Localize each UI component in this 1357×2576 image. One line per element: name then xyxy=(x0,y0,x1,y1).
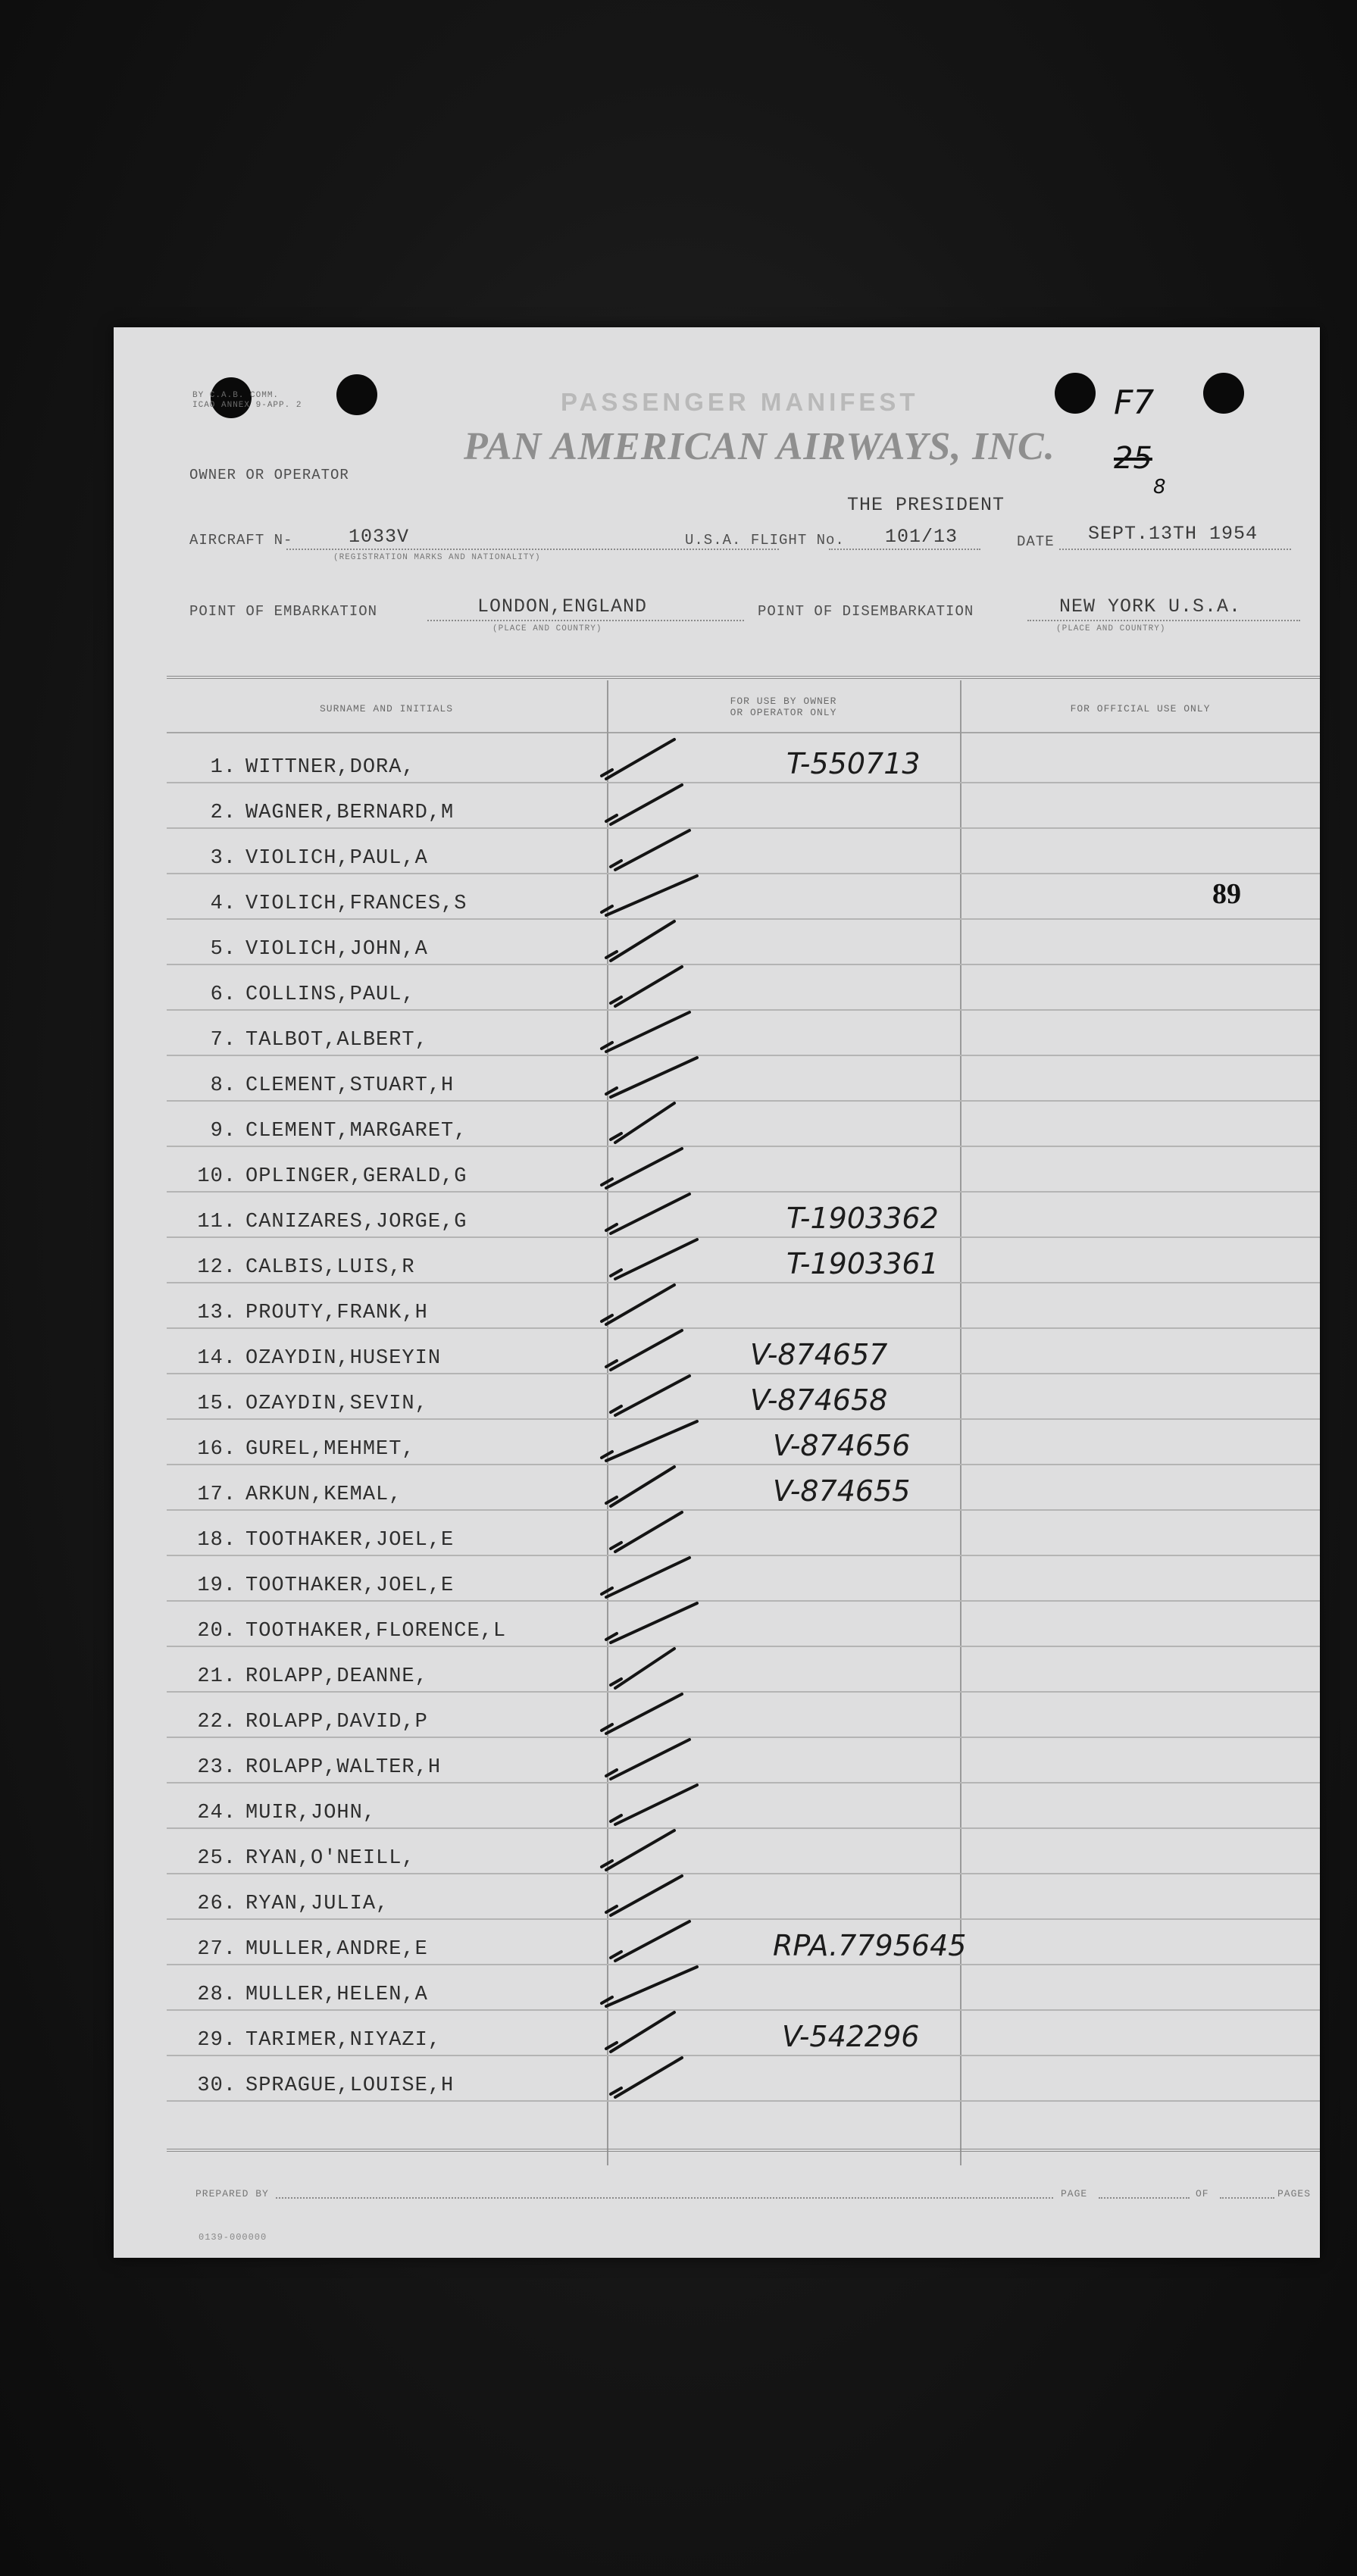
passenger-surname-initials: VIOLICH,PAUL,A xyxy=(245,847,428,870)
check-mark xyxy=(602,1694,682,1733)
passenger-surname-initials: ROLAPP,WALTER,H xyxy=(245,1756,442,1779)
passenger-number: 6. xyxy=(210,983,236,1006)
embark-sub: (PLACE AND COUNTRY) xyxy=(492,624,602,633)
passport-number: RPA.7795645 xyxy=(773,1929,967,1962)
passenger-number: 12. xyxy=(197,1256,236,1279)
check-mark xyxy=(611,1649,674,1688)
page-line xyxy=(1099,2197,1190,2199)
passenger-surname-initials: MULLER,HELEN,A xyxy=(245,1984,428,2006)
check-mark xyxy=(602,1558,689,1597)
manifest-sheet xyxy=(114,327,1320,2258)
check-mark xyxy=(602,1830,674,1870)
check-mark xyxy=(611,1921,689,1961)
passport-number: V-874655 xyxy=(773,1474,911,1508)
passport-number: V-542296 xyxy=(782,2020,920,2053)
passenger-surname-initials: CANIZARES,JORGE,G xyxy=(245,1211,467,1233)
check-mark xyxy=(611,1785,697,1824)
col-header-surname: SURNAME AND INITIALS xyxy=(319,703,454,714)
check-mark xyxy=(602,1149,682,1188)
regulation-line: ICAO ANNEX 9-APP. 2 xyxy=(192,401,302,410)
check-mark xyxy=(606,1740,689,1779)
prepared-by-label: PREPARED BY xyxy=(195,2188,269,2199)
of-label: OF xyxy=(1196,2188,1209,2199)
corner-note: F7 xyxy=(1114,383,1155,422)
check-mark xyxy=(611,2058,682,2097)
passenger-surname-initials: PROUTY,FRANK,H xyxy=(245,1302,428,1324)
col-header-line: OR OPERATOR ONLY xyxy=(730,707,837,718)
passenger-surname-initials: CALBIS,LUIS,R xyxy=(245,1256,415,1279)
passport-number: V-874656 xyxy=(773,1429,911,1462)
passenger-number: 9. xyxy=(210,1120,236,1143)
passenger-number: 19. xyxy=(197,1574,236,1597)
check-mark xyxy=(602,1012,689,1052)
passport-number: V-874658 xyxy=(750,1383,888,1417)
page-label: PAGE xyxy=(1061,2188,1088,2199)
official-mark: 89 xyxy=(1212,878,1241,910)
passenger-surname-initials: CLEMENT,MARGARET, xyxy=(245,1120,467,1143)
passenger-surname-initials: VIOLICH,JOHN,A xyxy=(245,938,428,961)
passenger-number: 8. xyxy=(210,1074,236,1097)
passenger-number: 29. xyxy=(197,2029,236,2052)
passenger-number: 18. xyxy=(197,1529,236,1552)
passenger-surname-initials: SPRAGUE,LOUISE,H xyxy=(245,2074,455,2097)
check-mark xyxy=(611,1240,697,1279)
col-header-official-use: FOR OFFICIAL USE ONLY xyxy=(1070,703,1211,714)
check-mark xyxy=(602,1421,697,1461)
passenger-number: 24. xyxy=(197,1802,236,1824)
passenger-surname-initials: ARKUN,KEMAL, xyxy=(245,1483,402,1506)
passenger-number: 28. xyxy=(197,1984,236,2006)
passenger-number: 1. xyxy=(210,756,236,779)
passenger-number: 7. xyxy=(210,1029,236,1052)
passenger-number: 17. xyxy=(197,1483,236,1506)
form-title: PASSENGER MANIFEST xyxy=(561,388,919,416)
passenger-surname-initials: RYAN,JULIA, xyxy=(245,1893,389,1915)
check-marks xyxy=(114,327,1320,2258)
pages-label: PAGES xyxy=(1277,2188,1312,2199)
passenger-number: 14. xyxy=(197,1347,236,1370)
passenger-surname-initials: GUREL,MEHMET, xyxy=(245,1438,415,1461)
aircraft-sub: (REGISTRATION MARKS AND NATIONALITY) xyxy=(333,553,541,562)
check-mark xyxy=(611,830,689,870)
of-line xyxy=(1220,2197,1274,2199)
passenger-surname-initials: TOOTHAKER,JOEL,E xyxy=(245,1529,455,1552)
flight-label: U.S.A. FLIGHT No. xyxy=(685,532,845,549)
passenger-number: 2. xyxy=(210,802,236,824)
passenger-surname-initials: VIOLICH,FRANCES,S xyxy=(245,893,467,915)
check-mark xyxy=(602,739,674,779)
check-mark xyxy=(602,876,697,915)
passenger-number: 4. xyxy=(210,893,236,915)
passenger-number: 26. xyxy=(197,1893,236,1915)
passenger-number: 20. xyxy=(197,1620,236,1643)
regulation-line: BY C.A.B. COMM. xyxy=(192,391,280,400)
check-mark xyxy=(606,1467,674,1506)
check-mark xyxy=(602,1967,697,2006)
disembark-label: POINT OF DISEMBARKATION xyxy=(758,603,974,620)
check-mark xyxy=(606,1194,689,1233)
passenger-number: 21. xyxy=(197,1665,236,1688)
passenger-surname-initials: WAGNER,BERNARD,M xyxy=(245,802,455,824)
passenger-number: 25. xyxy=(197,1847,236,1870)
passenger-number: 27. xyxy=(197,1938,236,1961)
passenger-surname-initials: COLLINS,PAUL, xyxy=(245,983,415,1006)
passenger-number: 10. xyxy=(197,1165,236,1188)
check-mark xyxy=(611,1103,674,1143)
flight-value: 101/13 xyxy=(885,526,958,548)
passport-number: V-874657 xyxy=(750,1338,888,1371)
passenger-surname-initials: WITTNER,DORA, xyxy=(245,756,415,779)
check-mark xyxy=(611,1512,682,1552)
date-value: SEPT.13TH 1954 xyxy=(1088,523,1259,545)
check-mark xyxy=(606,1330,682,1370)
passenger-surname-initials: MUIR,JOHN, xyxy=(245,1802,377,1824)
passenger-number: 23. xyxy=(197,1756,236,1779)
embark-value: LONDON,ENGLAND xyxy=(477,596,648,617)
passenger-number: 15. xyxy=(197,1393,236,1415)
date-label: DATE xyxy=(1017,533,1055,550)
check-mark xyxy=(606,1876,682,1915)
passenger-surname-initials: OZAYDIN,SEVIN, xyxy=(245,1393,428,1415)
passenger-surname-initials: CLEMENT,STUART,H xyxy=(245,1074,455,1097)
passenger-number: 13. xyxy=(197,1302,236,1324)
aircraft-label: AIRCRAFT N- xyxy=(189,532,293,549)
passenger-number: 30. xyxy=(197,2074,236,2097)
col-header-line: FOR USE BY OWNER xyxy=(730,696,837,707)
passenger-surname-initials: RYAN,O'NEILL, xyxy=(245,1847,415,1870)
passenger-surname-initials: TARIMER,NIYAZI, xyxy=(245,2029,442,2052)
passenger-number: 22. xyxy=(197,1711,236,1733)
passenger-surname-initials: TOOTHAKER,JOEL,E xyxy=(245,1574,455,1597)
passenger-surname-initials: ROLAPP,DAVID,P xyxy=(245,1711,428,1733)
check-mark xyxy=(611,1376,689,1415)
passenger-surname-initials: OZAYDIN,HUSEYIN xyxy=(245,1347,442,1370)
check-mark xyxy=(606,921,674,961)
disembark-value: NEW YORK U.S.A. xyxy=(1059,596,1242,617)
check-mark xyxy=(606,1058,697,1097)
passenger-number: 5. xyxy=(210,938,236,961)
passenger-surname-initials: MULLER,ANDRE,E xyxy=(245,1938,428,1961)
passenger-number: 11. xyxy=(197,1211,236,1233)
passenger-surname-initials: TALBOT,ALBERT, xyxy=(245,1029,428,1052)
passenger-surname-initials: TOOTHAKER,FLORENCE,L xyxy=(245,1620,507,1643)
passenger-number: 16. xyxy=(197,1438,236,1461)
footer-rule xyxy=(167,2149,1320,2152)
aircraft-value: 1033V xyxy=(349,526,410,548)
flight-name: THE PRESIDENT xyxy=(847,494,1005,516)
check-mark xyxy=(606,1603,697,1643)
corner-note: 8 xyxy=(1153,476,1166,499)
check-mark xyxy=(602,1285,674,1324)
corner-note: 25 xyxy=(1114,441,1152,476)
passport-number: T-550713 xyxy=(786,747,921,780)
check-mark xyxy=(606,785,682,824)
passenger-number: 3. xyxy=(210,847,236,870)
prepared-by-line xyxy=(276,2197,1053,2199)
check-mark xyxy=(611,967,682,1006)
embark-label: POINT OF EMBARKATION xyxy=(189,603,378,620)
owner-label: OWNER OR OPERATOR xyxy=(189,467,349,483)
check-mark xyxy=(606,2012,674,2052)
form-number: 0139-000000 xyxy=(199,2232,267,2243)
disembark-sub: (PLACE AND COUNTRY) xyxy=(1056,624,1166,633)
passport-number: T-1903362 xyxy=(786,1202,939,1235)
passenger-surname-initials: OPLINGER,GERALD,G xyxy=(245,1165,467,1188)
passport-number: T-1903361 xyxy=(786,1247,939,1280)
passenger-surname-initials: ROLAPP,DEANNE, xyxy=(245,1665,428,1688)
company-name: PAN AMERICAN AIRWAYS, INC. xyxy=(464,425,1055,468)
